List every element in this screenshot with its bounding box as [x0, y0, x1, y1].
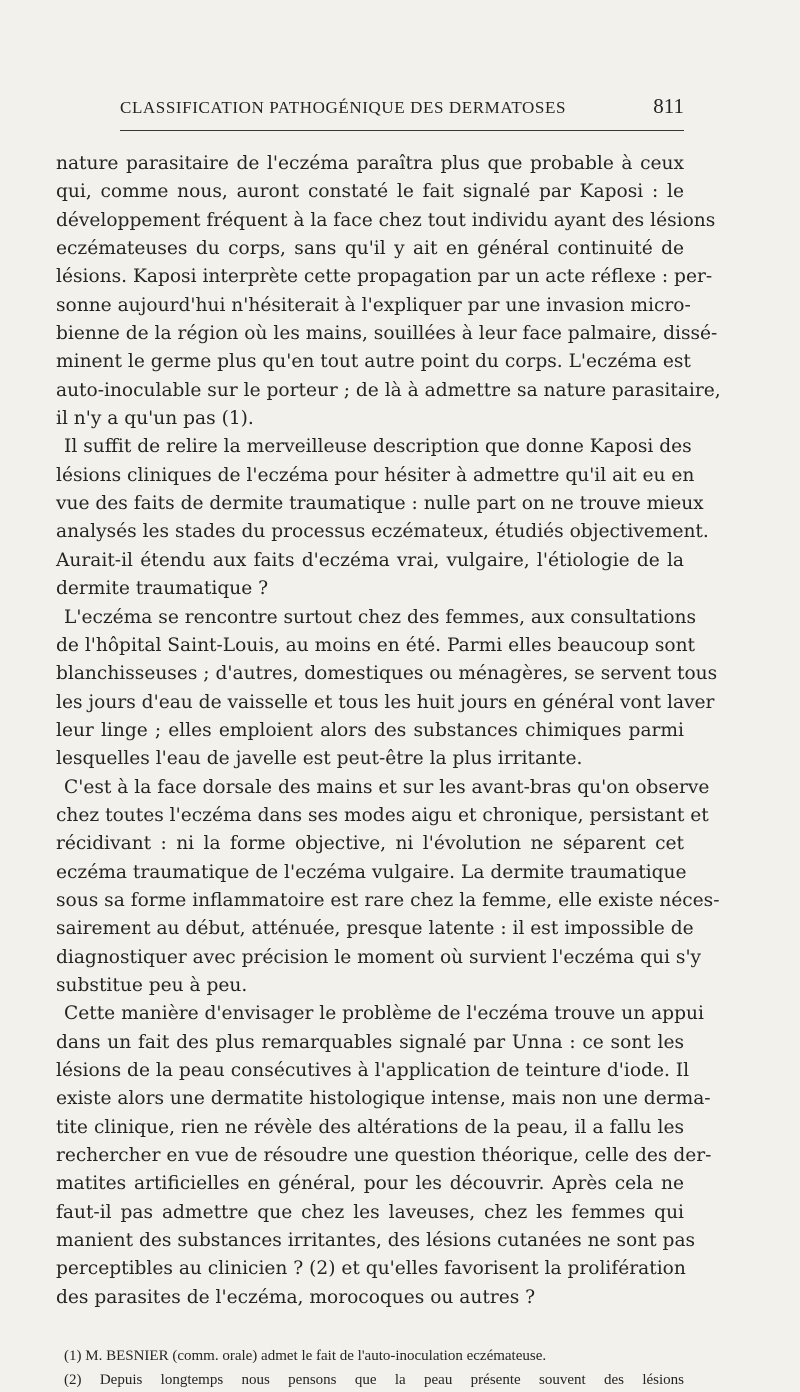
text-line: L'eczéma se rencontre surtout chez des femmes, aux consultations	[64, 606, 697, 628]
text-line: matites artificielles en général, pour les découvrir. Après cela ne	[56, 1173, 684, 1195]
text-line: sonne aujourd'hui n'hésiterait à l'expliquer par une invasion micro-	[56, 294, 691, 316]
text-line: bienne de la région où les mains, souillées à leur face palmaire, dissé-	[56, 323, 718, 345]
body-text	[56, 150, 721, 1312]
text-line: blanchisseuses ; d'autres, domestiques ou ménagères, se servent tous	[56, 663, 718, 685]
footnote: (2) Depuis longtemps nous pensons que la peau présente souvent des lésions	[64, 1372, 684, 1389]
text-line: eczéma traumatique de l'eczéma vulgaire. La dermite traumatique	[56, 861, 687, 883]
text-line: sairement au début, atténuée, presque latente : il est impossible de	[56, 918, 694, 940]
text-line: dans un fait des plus remarquables signalé par Unna : ce sont les	[56, 1031, 684, 1053]
text-line: lésions cliniques de l'eczéma pour hésiter à admettre qu'il ait eu en	[56, 464, 695, 486]
text-line: nature parasitaire de l'eczéma paraîtra plus que probable à ceux	[56, 153, 684, 174]
text-line: leur linge ; elles emploient alors des substances chimiques parmi	[56, 719, 684, 741]
text-line: Cette manière d'envisager le problème de l'eczéma trouve un appui	[64, 1003, 704, 1025]
text-line: eczémateuses du corps, sans qu'il y ait en général continuité de	[56, 238, 684, 260]
book-page	[56, 92, 721, 1392]
page-number: 811	[653, 94, 684, 118]
running-title: CLASSIFICATION PATHOGÉNIQUE DES DERMATOSES	[120, 98, 566, 117]
text-line: développement fréquent à la face chez tout individu ayant des lésions	[56, 209, 716, 231]
text-line: vue des faits de dermite traumatique : nulle part on ne trouve mieux	[56, 493, 704, 515]
text-line: auto-inoculable sur le porteur ; de là à admettre sa nature parasitaire,	[56, 379, 721, 401]
text-line: dermite traumatique ?	[56, 578, 269, 600]
running-header	[56, 92, 684, 124]
text-line: qui, comme nous, auront constaté le fait signalé par Kaposi : le	[56, 181, 684, 203]
text-line: analysés les stades du processus eczémateux, étudiés objectivement.	[56, 521, 709, 543]
footnotes	[56, 1344, 684, 1392]
text-line: rechercher en vue de résoudre une question théorique, celle des der-	[56, 1145, 712, 1167]
text-line: faut-il pas admettre que chez les laveuses, chez les femmes qui	[56, 1201, 684, 1223]
text-line: récidivant : ni la forme objective, ni l'évolution ne séparent cet	[56, 833, 684, 855]
text-line: tite clinique, rien ne révèle des altérations de la peau, il a fallu les	[56, 1116, 684, 1138]
text-line: Il suffit de relire la merveilleuse description que donne Kaposi des	[64, 436, 692, 458]
text-line: lesquelles l'eau de javelle est peut-être la plus irritante.	[56, 748, 583, 770]
text-line: sous sa forme inflammatoire est rare chez la femme, elle existe néces-	[56, 889, 720, 911]
text-line: manient des substances irritantes, des lésions cutanées ne sont pas	[56, 1230, 696, 1252]
text-line: lésions. Kaposi interprète cette propagation par un acte réflexe : per-	[56, 266, 713, 288]
text-line: les jours d'eau de vaisselle et tous les huit jours en général vont laver	[56, 691, 715, 713]
text-line: il n'y a qu'un pas (1).	[56, 408, 254, 430]
header-rule	[120, 130, 684, 131]
text-line: de l'hôpital Saint-Louis, au moins en été. Parmi elles beaucoup sont	[56, 634, 696, 656]
text-line: substitue peu à peu.	[56, 974, 248, 996]
text-line: C'est à la face dorsale des mains et sur les avant-bras qu'on observe	[64, 776, 710, 798]
text-line: Aurait-il étendu aux faits d'eczéma vrai, vulgaire, l'étiologie de la	[56, 549, 684, 571]
footnote: (1) M. BESNIER (comm. orale) admet le fait de l'auto-inoculation eczémateuse.	[64, 1348, 547, 1365]
text-line: existe alors une dermatite histologique intense, mais non une derma-	[56, 1088, 711, 1110]
text-line: perceptibles au clinicien ? (2) et qu'elles favorisent la prolifération	[56, 1258, 686, 1280]
text-line: minent le germe plus qu'en tout autre point du corps. L'eczéma est	[56, 351, 691, 373]
text-line: diagnostiquer avec précision le moment où survient l'eczéma qui s'y	[56, 946, 702, 968]
text-line: lésions de la peau consécutives à l'application de teinture d'iode. Il	[56, 1060, 690, 1081]
text-line: chez toutes l'eczéma dans ses modes aigu et chronique, persistant et	[56, 804, 709, 826]
text-line: des parasites de l'eczéma, morocoques ou autres ?	[56, 1286, 536, 1308]
